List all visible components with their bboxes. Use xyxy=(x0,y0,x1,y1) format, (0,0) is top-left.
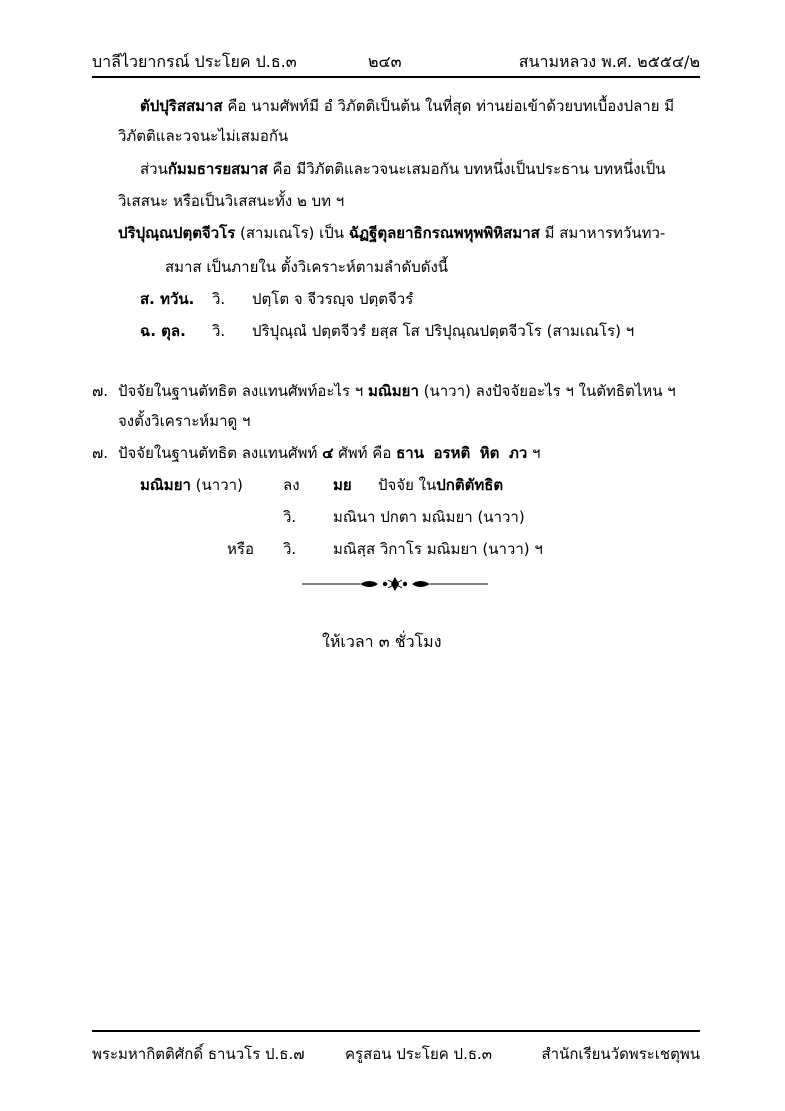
answer-row3-col3: มณิสฺส วิกาโร มณิมยา (นาวา) ฯ xyxy=(333,540,543,558)
header-left: บาลีไวยากรณ์ ประโยค ป.ธ.๓ xyxy=(92,52,297,71)
footer-left: พระมหากิตติศักดิ์ ธานวโร ป.ธ.๗ xyxy=(92,1045,305,1063)
para1-line2: วิภัตติและวจนะไม่เสมอกัน xyxy=(118,127,289,145)
header-right: สนามหลวง พ.ศ. ๒๕๕๔/๒ xyxy=(518,52,700,71)
footer-rule xyxy=(92,1030,700,1032)
para3-term: ปริปุณฺณปตฺตจีวโร xyxy=(118,224,236,242)
analysis-abbr-2: วิ. xyxy=(212,322,226,340)
para2-term: กัมมธารยสมาส xyxy=(167,160,268,178)
header-rule xyxy=(92,76,700,78)
para2-line2: วิเสสนะ หรือเป็นวิเสสนะทั้ง ๒ บท ฯ xyxy=(118,192,345,210)
analysis-label-2: ฉ. ตุล. xyxy=(140,322,186,340)
para2-line1: ส่วนกัมมธารยสมาส คือ มีวิภัตติและวจนะเสมอกัน บทหนึ่งเป็นประธาน บทหนึ่งเป็น xyxy=(140,160,666,178)
analysis-abbr-1: วิ. xyxy=(212,290,226,308)
footer-center: ครูสอน ประโยค ป.ธ.๓ xyxy=(345,1045,493,1063)
para3-line2: สมาส เป็นภายใน ตั้งวิเคราะห์ตามลำดับดังนี้ xyxy=(165,258,449,276)
time-allowed: ให้เวลา ๓ ชั่วโมง xyxy=(322,632,442,651)
analysis-label-1: ส. ทวัน. xyxy=(140,290,195,308)
para1-term: ตัปปุริสสมาส xyxy=(140,97,223,115)
footer-right: สำนักเรียนวัดพระเชตุพน xyxy=(541,1045,700,1063)
answer-row2-col3: มณินา ปกตา มณิมยา (นาวา) xyxy=(333,508,525,526)
answer-row1-col2: ลง xyxy=(283,476,300,494)
answer-row3-col1: หรือ xyxy=(227,540,254,558)
answer-row1-col4: ปัจจัย ในปกติตัทธิต xyxy=(378,476,504,494)
analysis-text-2: ปริปุณฺณํ ปตฺตจีวรํ ยสฺส โส ปริปุณฺณปตฺตจีวโร (สามเณโร) ฯ xyxy=(252,322,635,340)
answer-row1-term: มณิมยา (นาวา) xyxy=(140,476,243,494)
para1-line1: ตัปปุริสสมาส คือ นามศัพท์มี อํ วิภัตติเป็นต้น ในที่สุด ท่านย่อเข้าด้วยบทเบื้องปลาย มี xyxy=(140,97,675,115)
question-7-number: ๗. xyxy=(92,382,109,400)
question-7-line1: ปัจจัยในฐานตัทธิต ลงแทนศัพท์อะไร ฯ มณิมยา (นาวา) ลงปัจจัยอะไร ฯ ในตัทธิตไหน ฯ xyxy=(118,382,676,400)
para3-line1: ปริปุณฺณปตฺตจีวโร (สามเณโร) เป็น ฉัฏฐีตุลยาธิกรณพหุพพิหิสมาส มี สมาหารทวันทว- xyxy=(118,224,666,242)
analysis-text-1: ปตฺโต จ จีวรญฺจ ปตฺตจีวรํ xyxy=(252,290,414,308)
answer-7-number: ๗. xyxy=(92,444,109,462)
answer-row2-col2: วิ. xyxy=(283,508,297,526)
ornament-divider xyxy=(300,574,490,594)
page-number: ๒๔๓ xyxy=(368,52,402,71)
answer-row3-col2: วิ. xyxy=(283,540,297,558)
para3-term2: ฉัฏฐีตุลยาธิกรณพหุพพิหิสมาส xyxy=(348,224,540,242)
question-7-line2: จงตั้งวิเคราะห์มาดู ฯ xyxy=(118,412,251,430)
answer-7-line1: ปัจจัยในฐานตัทธิต ลงแทนศัพท์ ๔ ศัพท์ คือ ธาน อรหติ หิต ภว ฯ xyxy=(118,444,541,462)
question-7-term: มณิมยา xyxy=(367,382,419,400)
answer-row1-col3: มย xyxy=(333,476,352,494)
